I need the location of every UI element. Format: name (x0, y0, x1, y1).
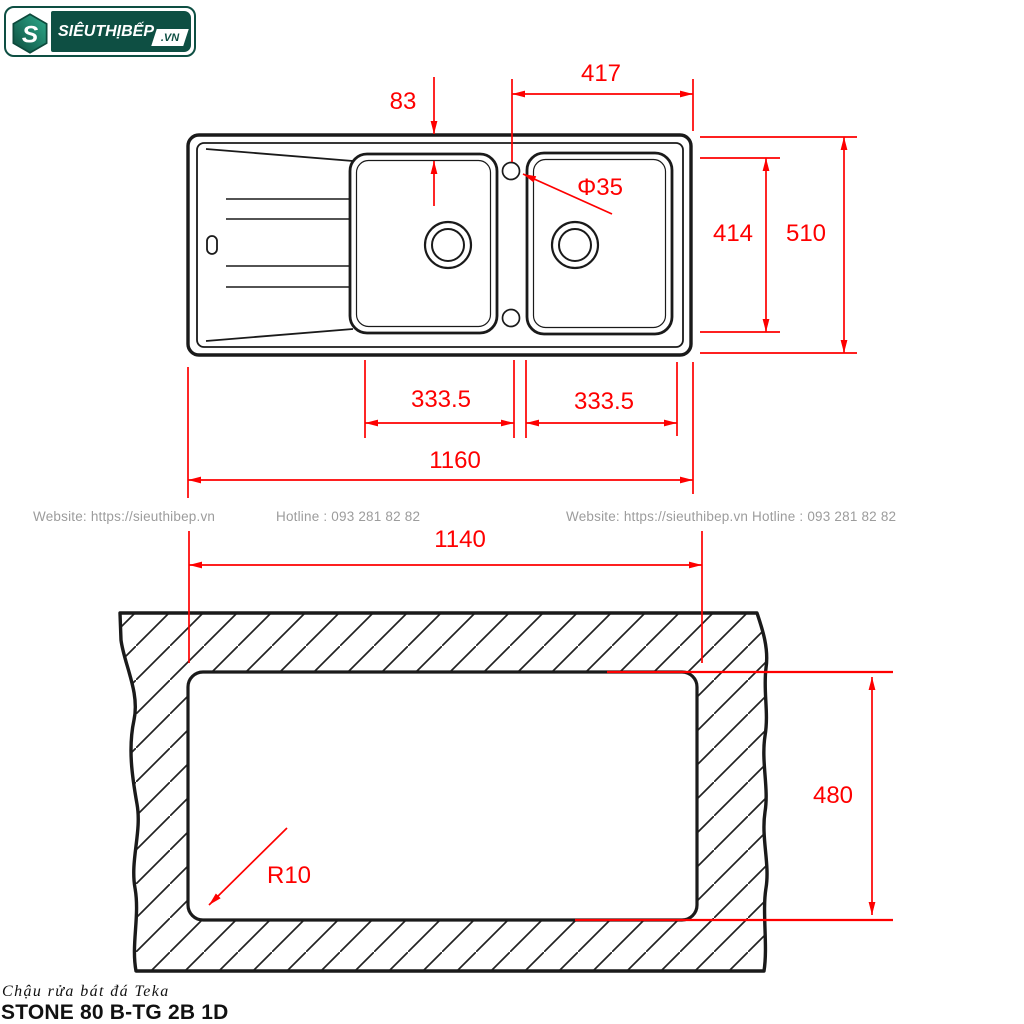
logo-hexagon-icon (9, 11, 51, 56)
sieuthibep-logo (4, 6, 196, 57)
dim-83-label: 83 (389, 88, 417, 115)
faucet-hole-bottom (503, 310, 520, 327)
dim-phi35-label: Φ35 (577, 174, 623, 201)
dim-414-label: 414 (712, 220, 754, 247)
website-hotline-text-right: Website: https://sieuthibep.vn Hotline : 093 281 82 82 (566, 509, 897, 524)
product-model: STONE 80 B-TG 2B 1D (1, 1001, 229, 1024)
logo-brand-text: SIÊUTHỊBẾP (58, 22, 155, 40)
faucet-hole-top (503, 163, 520, 180)
dim-417-label: 417 (580, 60, 622, 87)
logo-vn-badge (151, 29, 189, 46)
website-text-left: Website: https://sieuthibep.vn (33, 509, 216, 524)
countertop-cutout-view (120, 613, 767, 971)
overflow-hole (207, 236, 217, 254)
logo-vn-text: .VN (160, 31, 180, 44)
logo-panel (51, 11, 191, 52)
dim-510-label: 510 (785, 220, 827, 247)
sink-plan-view (188, 135, 691, 355)
cutout-opening (188, 672, 697, 920)
dim-1160-label: 1160 (429, 447, 481, 474)
product-category: Chậu rửa bát đá Teka (2, 983, 170, 1000)
dim-333-left-label: 333.5 (410, 386, 472, 413)
dim-480-label: 480 (812, 782, 854, 809)
hotline-text-left: Hotline : 093 281 82 82 (276, 509, 421, 524)
dim-333-right-label: 333.5 (573, 388, 635, 415)
logo-monogram: S (21, 21, 39, 49)
dim-1140-label: 1140 (434, 526, 486, 553)
bowl-left (350, 154, 497, 333)
dim-r10-label: R10 (266, 862, 312, 889)
